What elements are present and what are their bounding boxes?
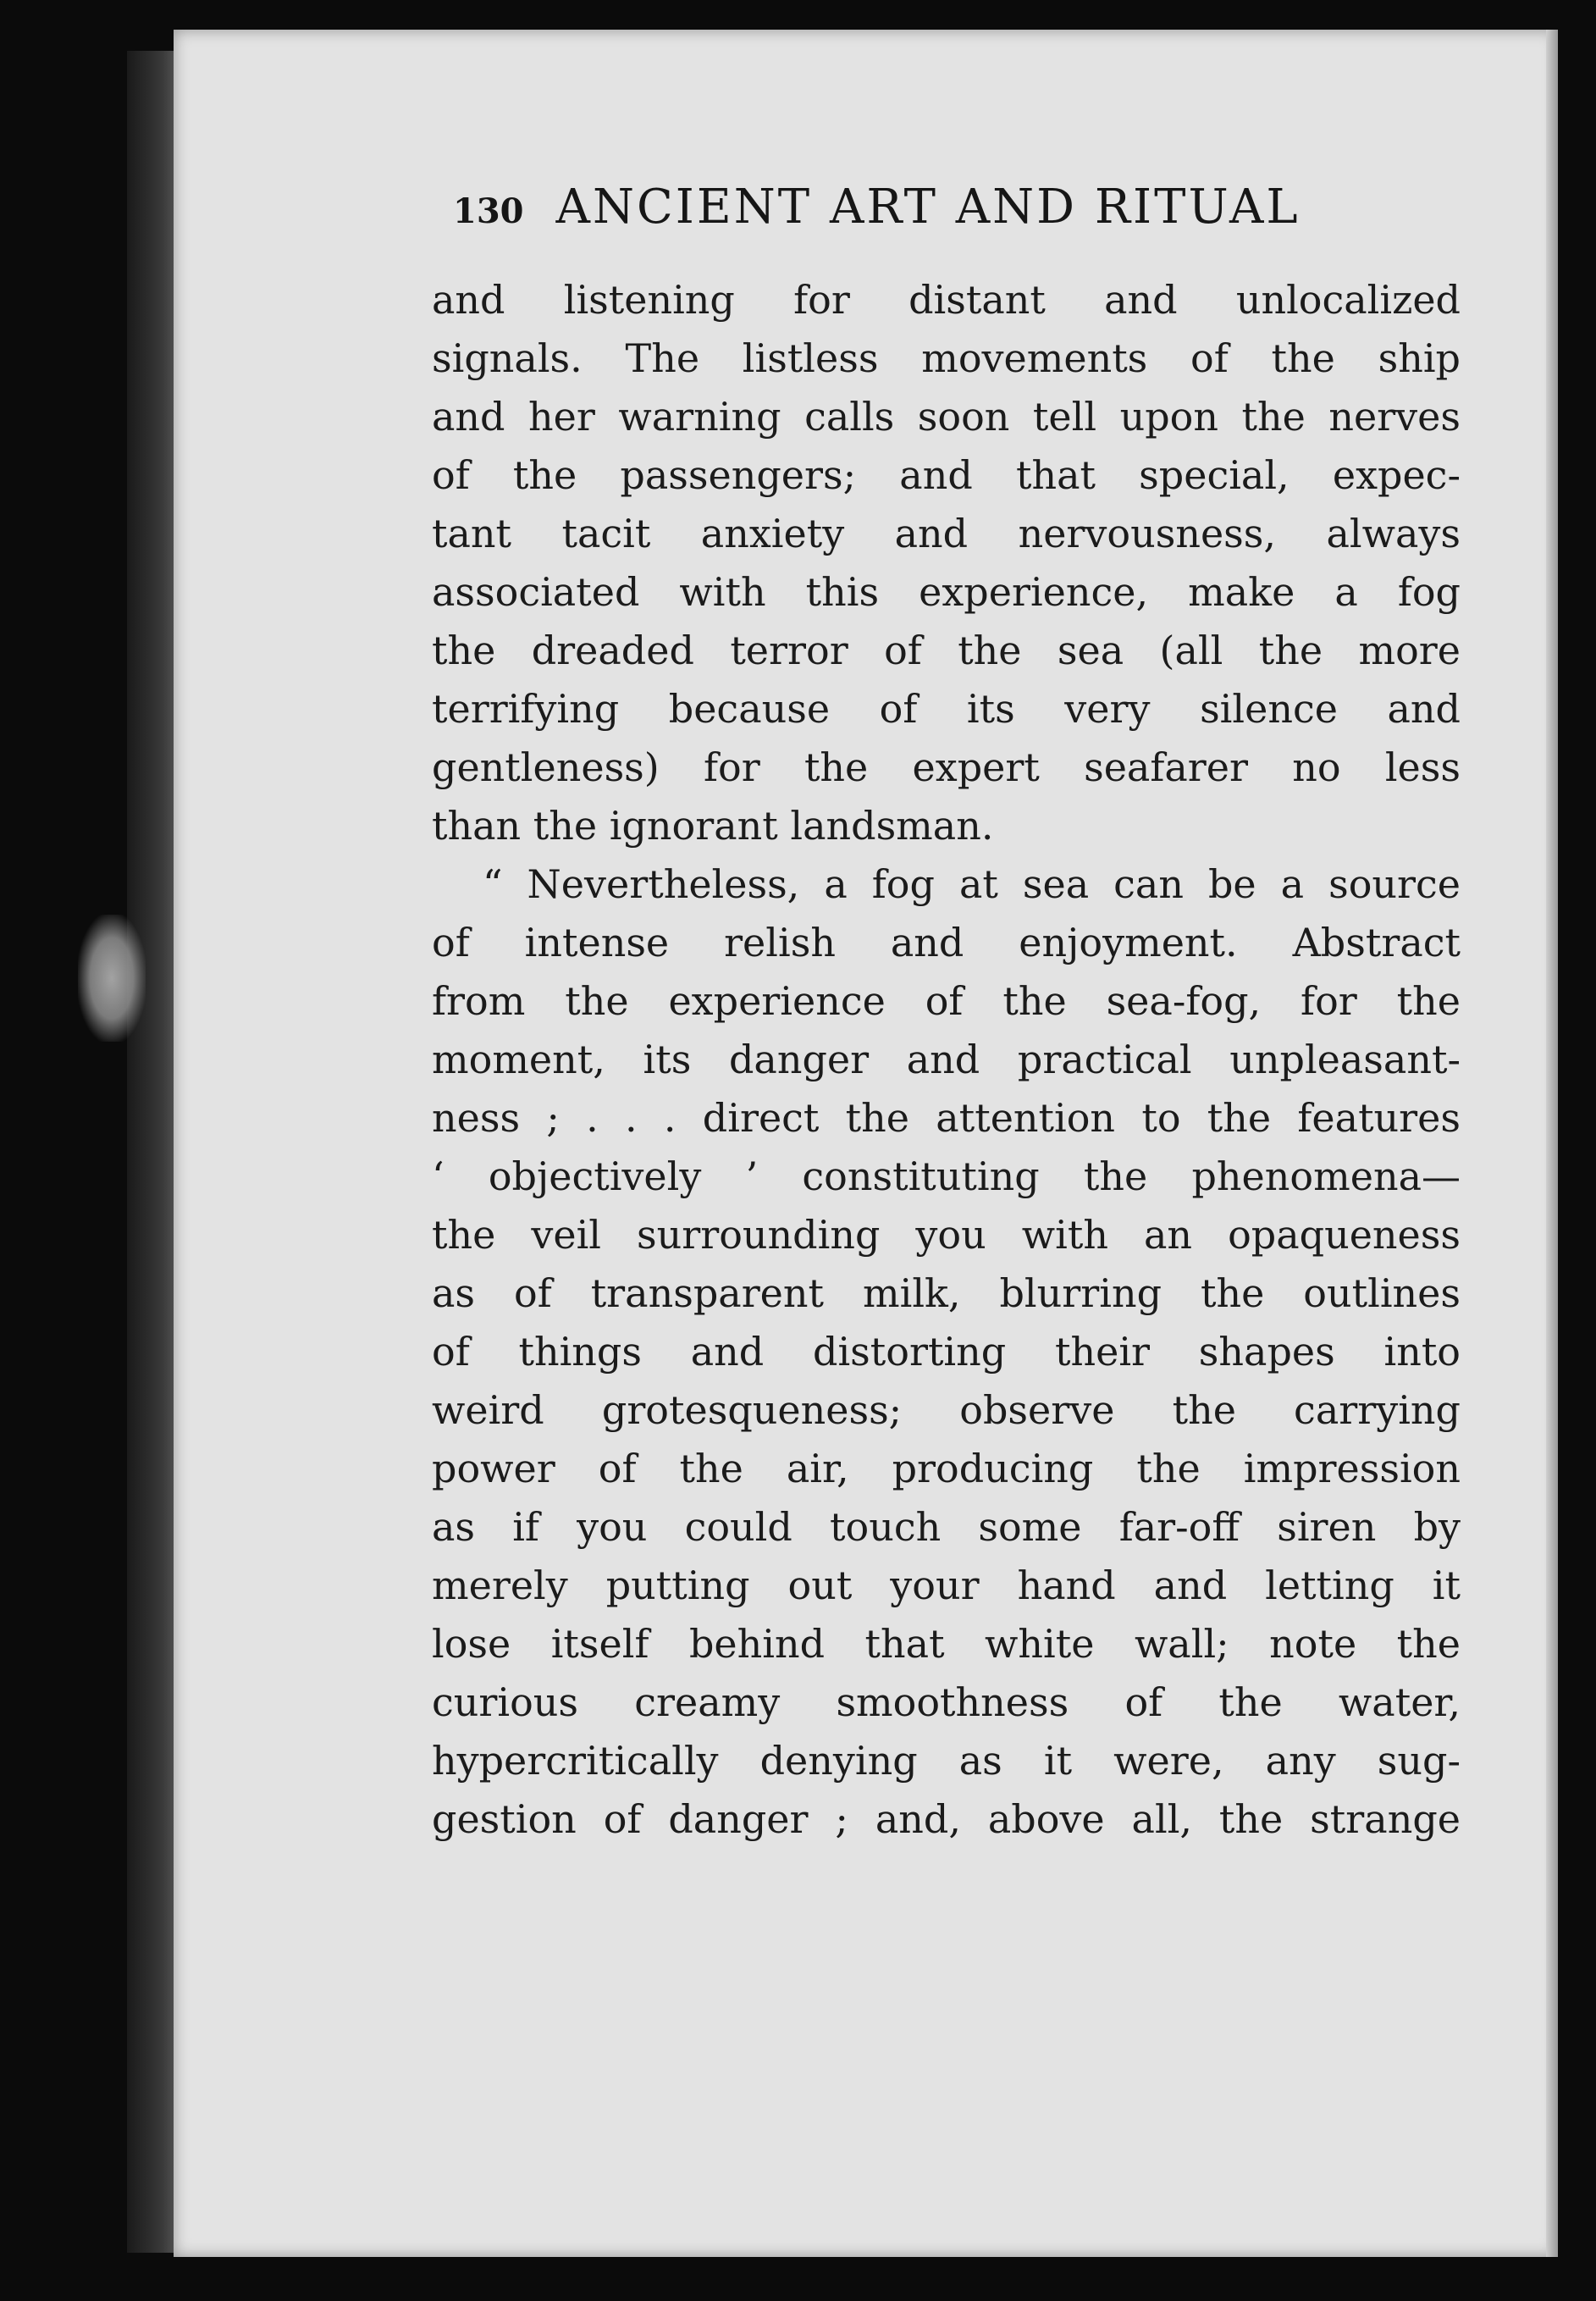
text-line: ‘ objectively ’ constituting the phenomena— (432, 1153, 1461, 1199)
text-line: merely putting out your hand and letting it (432, 1563, 1461, 1608)
text-line: hypercritically denying as it were, any sug- (432, 1738, 1461, 1784)
text-line: gentleness) for the expert seafarer no less (432, 744, 1461, 790)
text-line: power of the air, producing the impression (432, 1446, 1461, 1491)
text-line: the veil surrounding you with an opaqueness (432, 1212, 1461, 1258)
text-line: terrifying because of its very silence and (432, 686, 1461, 732)
body-text (432, 271, 1461, 1849)
text-line: weird grotesqueness; observe the carrying (432, 1387, 1461, 1433)
page-number: 130 (453, 191, 524, 231)
text-line: ness ; . . . direct the attention to the features (432, 1095, 1461, 1141)
text-line: curious creamy smoothness of the water, (432, 1679, 1461, 1725)
text-line: of things and distorting their shapes into (432, 1329, 1461, 1375)
text-line: the dreaded terror of the sea (all the more (432, 628, 1461, 673)
text-line: “ Nevertheless, a fog at sea can be a source (483, 861, 1461, 907)
book-spine-edge (127, 51, 178, 2253)
text-line: moment, its danger and practical unpleasant- (432, 1037, 1461, 1082)
text-line: as if you could touch some far-off siren by (432, 1504, 1461, 1550)
text-line: from the experience of the sea-fog, for the (432, 978, 1461, 1024)
page-right-edge (1546, 30, 1558, 2257)
text-line: of intense relish and enjoyment. Abstract (432, 920, 1461, 965)
torn-paper-patch (78, 915, 146, 1042)
text-line: as of transparent milk, blurring the outlines (432, 1270, 1461, 1316)
text-line: and her warning calls soon tell upon the nerves (432, 394, 1461, 440)
text-line: lose itself behind that white wall; note the (432, 1621, 1461, 1667)
text-line: associated with this experience, make a fog (432, 569, 1461, 615)
text-line: gestion of danger ; and, above all, the strange (432, 1796, 1461, 1842)
text-line: of the passengers; and that special, expec- (432, 452, 1461, 498)
running-title: ANCIENT ART AND RITUAL (555, 180, 1301, 235)
text-line: signals. The listless movements of the ship (432, 335, 1461, 381)
text-line: and listening for distant and unlocalized (432, 277, 1461, 323)
text-line: than the ignorant landsman. (432, 803, 994, 849)
page-header (453, 180, 1350, 235)
text-line: tant tacit anxiety and nervousness, always (432, 511, 1461, 556)
